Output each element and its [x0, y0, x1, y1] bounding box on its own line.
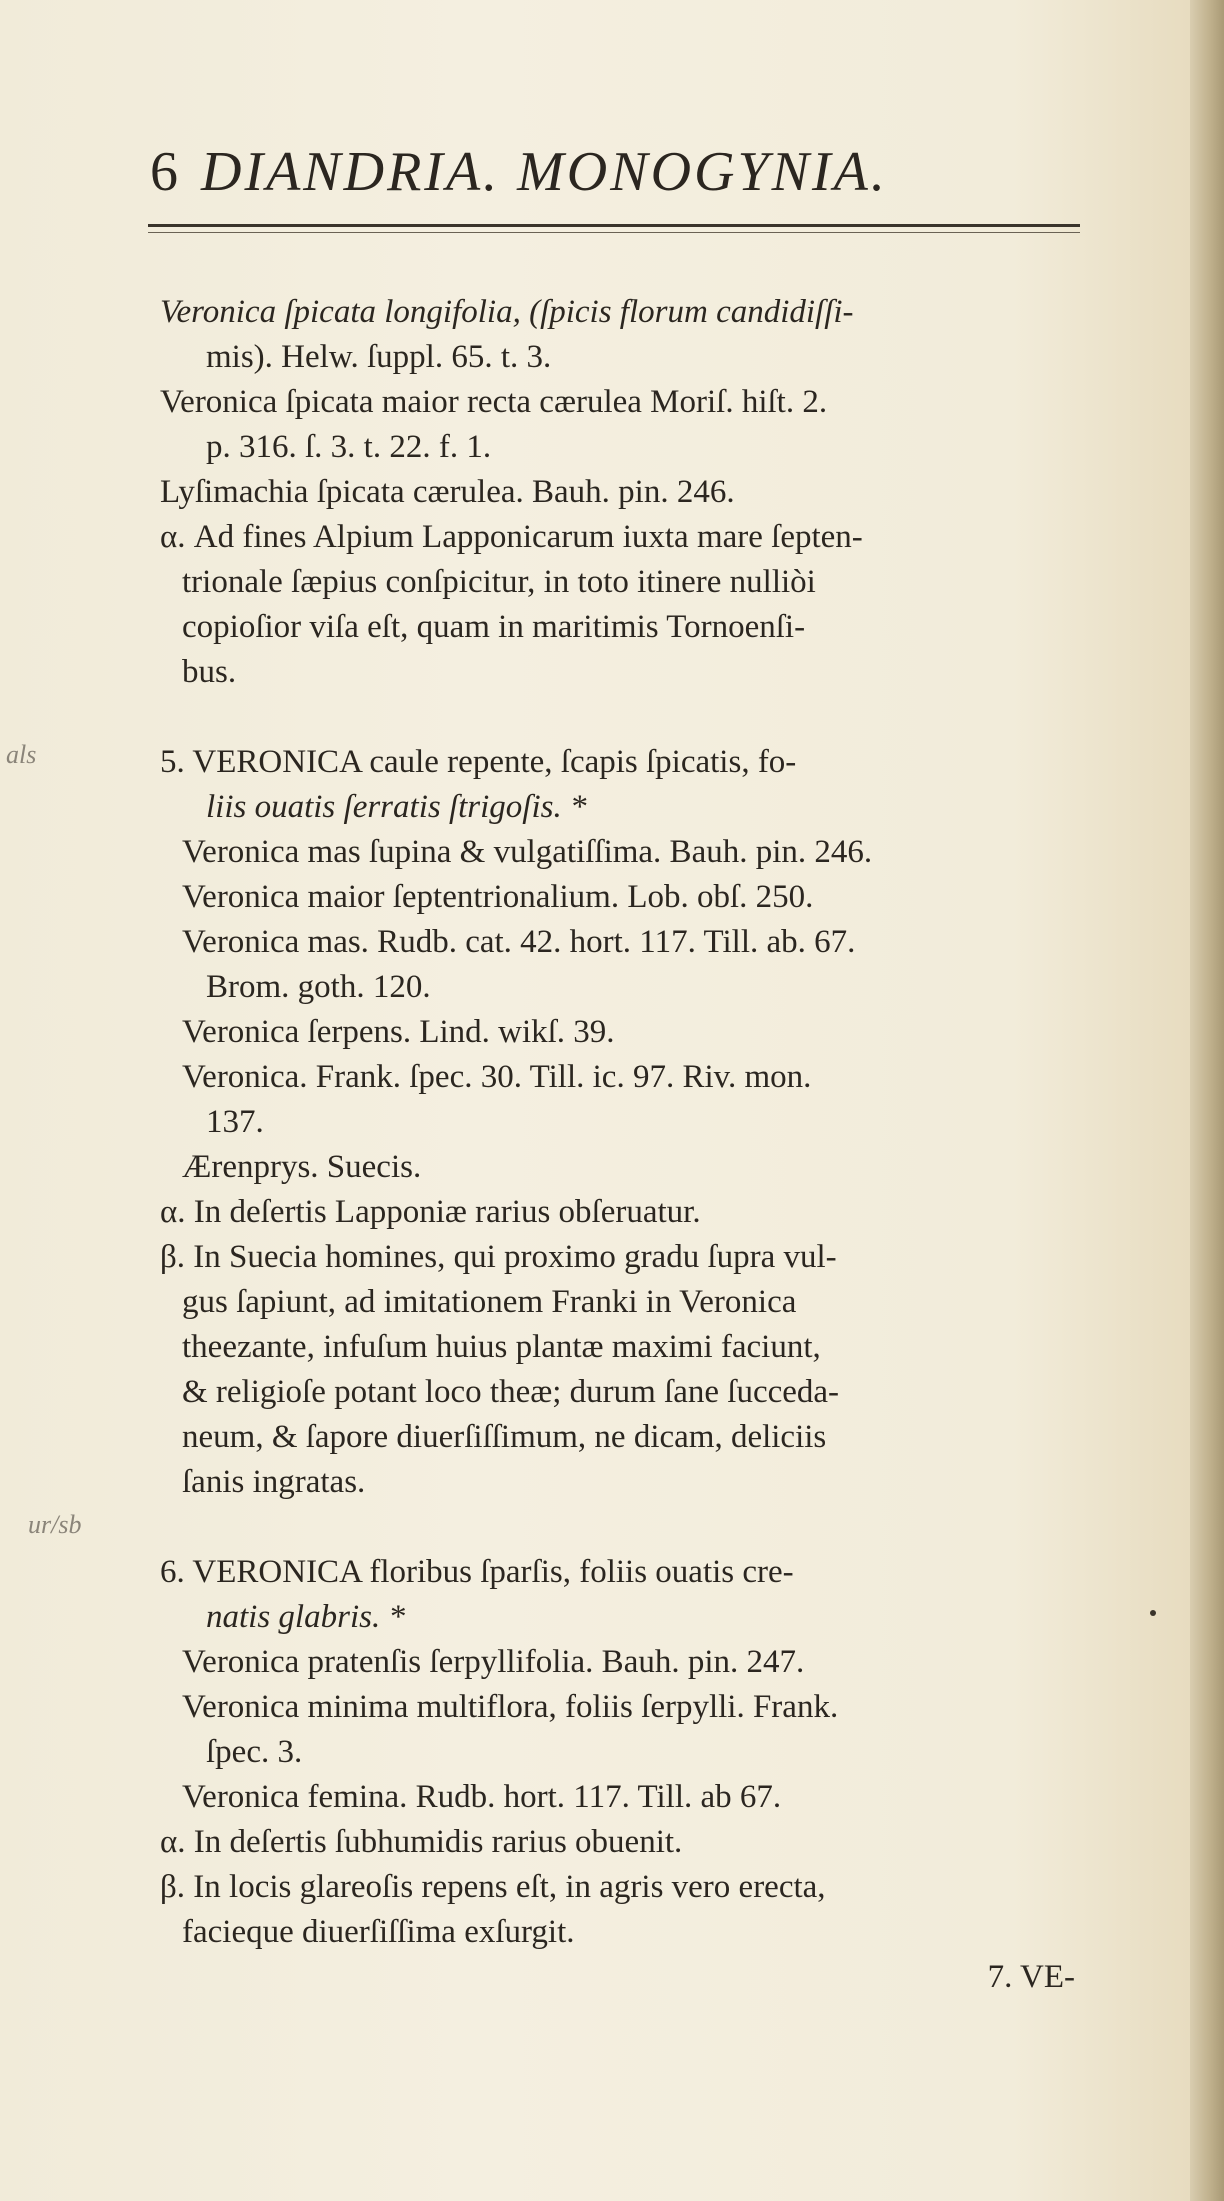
text-line: trionale ſæpius conſpicitur, in toto itinere nulliòi — [182, 564, 816, 600]
page-edge — [1190, 0, 1224, 2201]
text-line: mis). Helw. ſuppl. 65. t. 3. — [206, 339, 552, 375]
text-line: Veronica femina. Rudb. hort. 117. Till. ab 67. — [182, 1779, 782, 1815]
text-line: bus. — [182, 654, 237, 690]
margin-note: als — [6, 740, 37, 769]
text-line: Veronica. Frank. ſpec. 30. Till. ic. 97. Riv. mon. — [182, 1059, 812, 1095]
paragraph-gap — [160, 1505, 1095, 1550]
text-line: Brom. goth. 120. — [206, 969, 431, 1005]
text-line: 5. VERONICA caule repente, ſcapis ſpicatis, fo- — [160, 744, 797, 780]
text-line: β. In Suecia homines, qui proximo gradu ſupra vul- — [160, 1239, 837, 1275]
text-line: Veronica minima multiflora, foliis ſerpylli. Frank. — [182, 1689, 839, 1725]
text-line: p. 316. ſ. 3. t. 22. f. 1. — [206, 429, 492, 465]
text-line: 6. VERONICA floribus ſparſis, foliis ouatis cre- — [160, 1554, 794, 1590]
text-line: neum, & ſapore diuerſiſſimum, ne dicam, deliciis — [182, 1419, 827, 1455]
text-line: β. In locis glareoſis repens eſt, in agris vero erecta, — [160, 1869, 826, 1905]
paragraph-gap — [160, 695, 1095, 740]
text-line: Veronica ſerpens. Lind. wikſ. 39. — [182, 1014, 615, 1050]
text-line: liis ouatis ſerratis ſtrigoſis. * — [206, 789, 587, 825]
header-rule — [148, 224, 1080, 227]
text-line: Veronica maior ſeptentrionalium. Lob. obſ. 250. — [182, 879, 814, 915]
text-line: gus ſapiunt, ad imitationem Franki in Veronica — [182, 1284, 797, 1320]
text-line: ſpec. 3. — [206, 1734, 303, 1770]
page-number: 6 — [150, 141, 181, 203]
page-title: DIANDRIA. MONOGYNIA. — [201, 141, 888, 203]
text-line: α. In deſertis Lapponiæ rarius obſeruatur. — [160, 1194, 701, 1230]
text-line: Veronica pratenſis ſerpyllifolia. Bauh. pin. 247. — [182, 1644, 805, 1680]
text-line: α. In deſertis ſubhumidis rarius obuenit. — [160, 1824, 683, 1860]
text-line: copioſior viſa eſt, quam in maritimis Tornoenſi- — [182, 609, 806, 645]
text-line: & religioſe potant loco theæ; durum ſane ſucceda- — [182, 1374, 840, 1410]
text-line: Veronica mas ſupina & vulgatiſſima. Bauh. pin. 246. — [182, 834, 873, 870]
running-header — [150, 140, 1080, 204]
text-line: α. Ad fines Alpium Lapponicarum iuxta mare ſepten- — [160, 519, 863, 555]
body-text — [160, 290, 1095, 2000]
catchword: 7. VE- — [987, 1959, 1075, 1995]
text-line: facieque diuerſiſſima exſurgit. — [182, 1914, 575, 1950]
text-line: Veronica mas. Rudb. cat. 42. hort. 117. Till. ab. 67. — [182, 924, 856, 960]
text-line: Veronica ſpicata maior recta cærulea Moriſ. hiſt. 2. — [160, 384, 828, 420]
header-rule-thin — [148, 232, 1080, 233]
ink-spot — [1150, 1610, 1156, 1616]
margin-note: ur/sb — [28, 1510, 82, 1539]
text-line: 137. — [206, 1104, 264, 1140]
text-line: Lyſimachia ſpicata cærulea. Bauh. pin. 246. — [160, 474, 735, 510]
text-line: ſanis ingratas. — [182, 1464, 366, 1500]
text-line: theezante, infuſum huius plantæ maximi faciunt, — [182, 1329, 821, 1365]
text-line: natis glabris. * — [206, 1599, 405, 1635]
text-line: Ærenprys. Suecis. — [182, 1149, 422, 1185]
text-line: Veronica ſpicata longifolia, (ſpicis florum candidiſſi- — [160, 294, 854, 330]
